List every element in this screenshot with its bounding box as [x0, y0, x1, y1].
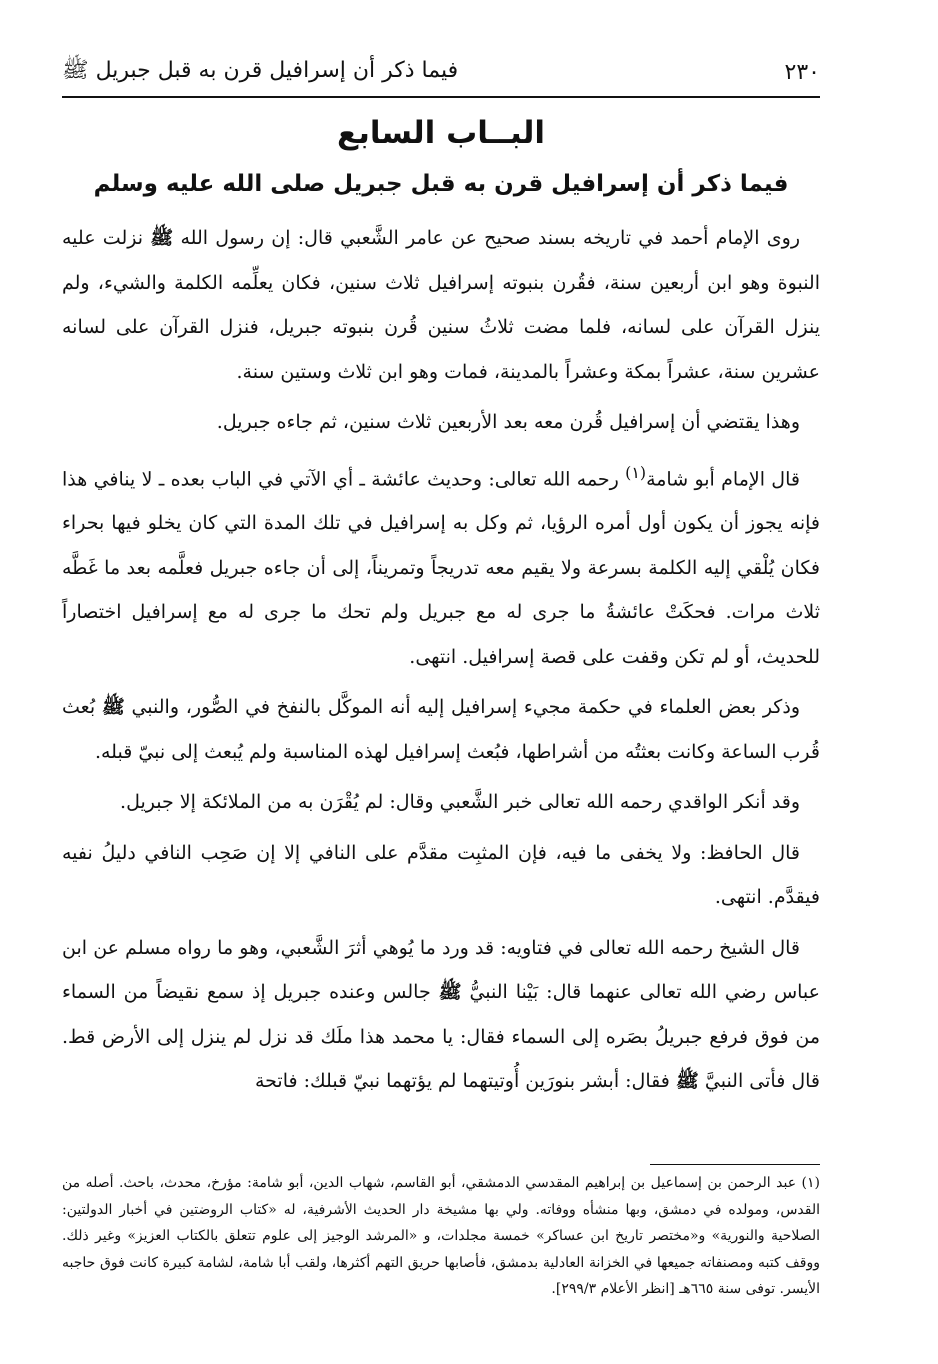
paragraph-text: قال الإمام أبو شامة [646, 467, 800, 490]
paragraph-text: نزلت عليه النبوة وهو ابن أربعين سنة، فقُرن بنبوته إسرافيل ثلاث سنين، فكان يعلِّمه الكلمة والشيء، ولم ينزل القرآن على لسانه، فلما مضت ثلاثُ سنين قُرن بنبوته جبريل، فنزل القرآن على لسانه عشرين سنة، عشراً بمكة وعشراً بالمدينة، فمات وهو ابن ثلاث وستين سنة. [62, 227, 820, 383]
salutation-glyph: ﷺ [150, 227, 174, 249]
chapter-subtitle: فيما ذكر أن إسرافيل قرن به قبل جبريل صلى الله عليه وسلم [93, 171, 789, 197]
paragraph-text: فقال: أبشر بنورَين أُوتيتهما لم يؤتهما نبيّ قبلك: فاتحة [254, 1070, 676, 1093]
salutation-glyph: ﷺ [675, 1070, 699, 1093]
paragraph-text: بُعث قُرب الساعة وكانت بعثتُه من أشراطها، فبُعث إسرافيل لهذه المناسبة ولم يُبعث إلى نبيّ قبله. [62, 696, 820, 763]
paragraph [62, 685, 820, 774]
paragraph [62, 831, 820, 920]
footnote-marker[interactable]: (١) [625, 462, 647, 482]
paragraph-text: قال الشيخ رحمه الله تعالى في فتاويه: قد ورد ما يُوهي أثرَ الشَّعبي، وهو ما رواه مسلم عن ابن عباس رضي الله تعالى عنهما قال: بَيْنا النبيُّ [62, 936, 820, 1004]
salutation-glyph: ﷺ [438, 981, 462, 1004]
footnote [62, 1170, 820, 1303]
paragraph-text: وهذا يقتضي أن إسرافيل قُرن معه بعد الأربعين ثلاث سنين، ثم جاءه جبريل. [216, 411, 800, 433]
running-title: فيما ذكر أن إسرافيل قرن به قبل جبريل ﷺ [62, 58, 459, 83]
paragraph-text: وذكر بعض العلماء في حكمة مجيء إسرافيل إليه أنه الموكَّل بالنفخ في الصُّور، والنبي [124, 696, 800, 719]
paragraph [62, 451, 820, 680]
footnote-rule [650, 1164, 820, 1165]
running-header [62, 52, 820, 92]
header-rule [62, 96, 820, 98]
paragraph [62, 926, 820, 1104]
paragraph-text: رحمه الله تعالى: وحديث عائشة ـ أي الآتي في الباب بعده ـ لا ينافي هذا فإنه يجوز أن يكون أول أمره الرؤيا، ثم وكل به إسرافيل في تلك المدة التي كان يخلو فيها بحراء فكان يُلْقي إليه الكلمة بسرعة ولا يقيم معه تدريجاً وتمريناً، إلى أن جاءه جبريل فعلَّمه بعد ما غَطَّه ثلاث مرات. فحكَتْ عائشةُ ما جرى له مع جبريل ولم تحك ما جرى له مع إسرافيل اختصاراً للحديث، أو لم تكن وقفت على قصة إسرافيل. انتهى. [62, 467, 820, 668]
paragraph-text: جالس وعنده جبريل إذ سمع نقيضاً من السماء من فوق فرفع جبريلُ بصَره إلى السماء فقال: يا محمد هذا ملَك قد نزل لم ينزل إلى الأرض قط. قال فأتى النبيَّ [62, 981, 820, 1093]
main-text [62, 216, 820, 1110]
paragraph [62, 216, 820, 394]
salutation-glyph: ﷺ [101, 696, 125, 719]
paragraph [62, 780, 820, 825]
footnote-text: (١) عبد الرحمن بن إسماعيل بن إبراهيم المقدسي الدمشقي، أبو القاسم، شهاب الدين، أبو شامة: مؤرخ، محدث، باحث. أصله من القدس، ومولده في دمشق، وبها منشأه ووفاته. ولي بها مشيخة دار الحديث الأشرفية، له «كتاب الروضتين في أخبار الدولتين: الصلاحية والنورية» و«مختصر تاريخ ابن عساكر» خمسة مجلدات، و «المرشد الوجيز إلى علوم تتعلق بالكتاب العزيز» وغير ذلك. ووقف كتبه ومصنفاته جميعها في الخزانة العادلية بدمشق، فأصابها حريق التهم أكثرها، ولقب أبا شامة، لشامة كبيرة كانت فوق حاجبه الأيسر. توفى سنة ٦٦٥هـ [انظر الأعلام ٢٩٩/٣]. [62, 1175, 820, 1297]
page-number: ٢٣٠ [784, 59, 820, 85]
paragraph-text: قال الحافظ: ولا يخفى ما فيه، فإن المثبِت مقدَّم على النافي إلا إن صَحِب النافي دليلُ نفيه فيقدَّم. انتهى. [62, 841, 820, 909]
paragraph-text: وقد أنكر الواقدي رحمه الله تعالى خبر الشَّعبي وقال: لم يُقْرَن به من الملائكة إلا جبريل. [120, 791, 800, 814]
paragraph-text: روى الإمام أحمد في تاريخه بسند صحيح عن عامر الشَّعبي قال: إن رسول الله [173, 227, 801, 249]
paragraph [62, 400, 820, 445]
chapter-title: البــاب السابع [337, 115, 545, 151]
